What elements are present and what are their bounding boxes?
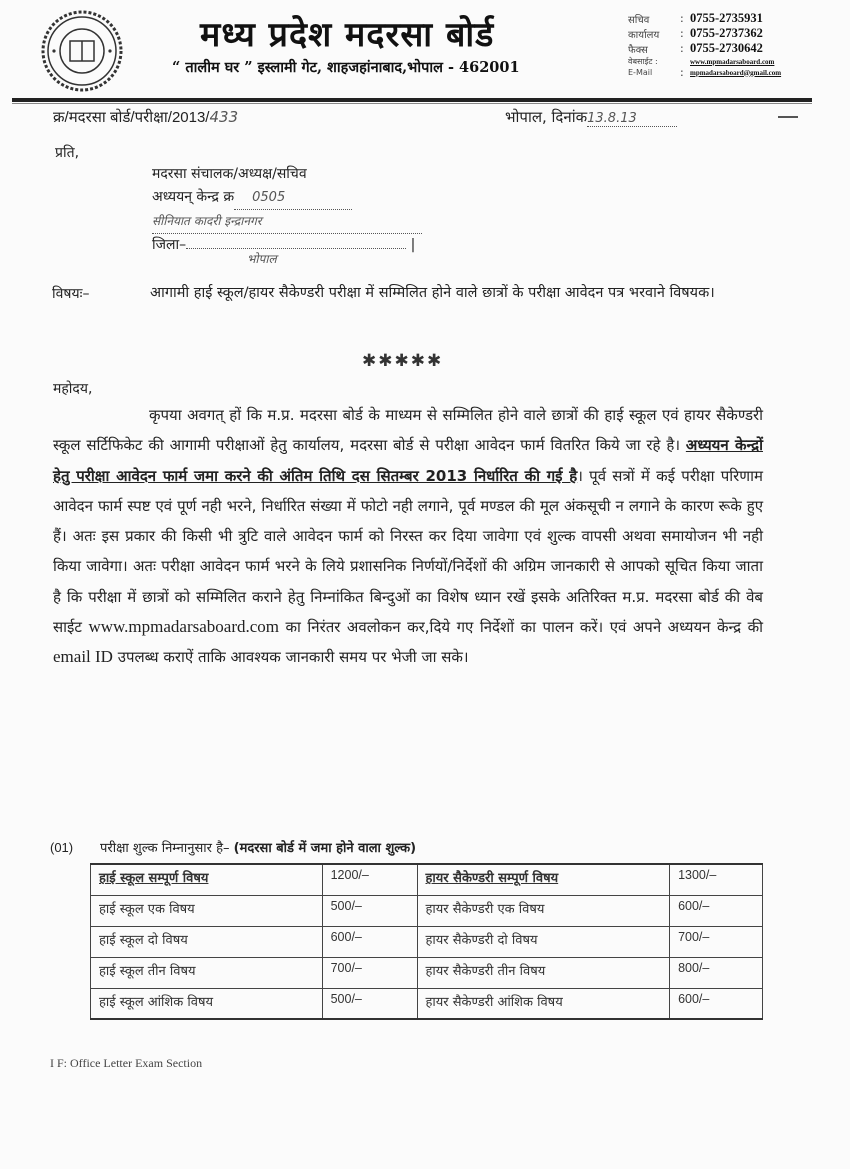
contact-row-email: E-Mail : mpmadarsaboard@gmail.com	[628, 66, 782, 79]
website-link[interactable]: www.mpmadarsaboard.com	[690, 57, 775, 66]
email-link[interactable]: mpmadarsaboard@gmail.com	[690, 68, 782, 77]
study-center-name: सीनियात कादरी इन्द्रानगर	[152, 210, 422, 234]
body-text-2: । पूर्व सत्रों में कई परीक्षा परिणाम आवेदन फार्म स्पष्ट एवं पूर्ण नही भरने, निर्धारित संख्या में फोटो नही लगाने, पूर्व मण्डल की मूल अंकसूची न लगाने के कारण रूके हुए हैं। अतः इस प्रकार की किसी भी त्रुटि वाले आवेदन फार्म को निरस्त कर दिया जावेगा एवं शुल्क वापसी अथवा समायोजन भी नही किया जावेगा। अतः परीक्षा आवेदन फार्म भरने के लिये प्रशासनिक निर्णयों/निर्देशों की अग्रिम जानकारी से आपको सूचित किया जाता है कि परीक्षा में छात्रों को सम्मिलित कराने हेतु निम्नांकित बिन्दुओं का विशेष ध्यान रखें इसके अतिरिक्त म.प्र. मदरसा बोर्ड की वेब साईट	[53, 466, 763, 637]
fee-table-row	[91, 895, 763, 926]
date-value: 13.8.13	[587, 111, 677, 127]
body-paragraph	[53, 400, 763, 673]
hs-fee-label: हाई स्कूल दो विषय	[91, 926, 323, 957]
contact-label: सचिव	[628, 14, 650, 26]
district-dotted-line	[186, 248, 406, 249]
board-address: “ तालीम घर ” इस्लामी गेट, शाहजहांनाबाद,भोपाल - 462001	[172, 59, 520, 76]
fee-heading-text: परीक्षा शुल्क निम्नानुसार है–	[100, 841, 230, 856]
fee-table	[90, 863, 763, 1020]
hss-fee-amount: 700/–	[670, 926, 763, 957]
hss-fee-label: हायर सैकेण्डरी एक विषय	[417, 895, 670, 926]
hs-fee-amount: 500/–	[322, 895, 417, 926]
hss-fee-label: हायर सैकेण्डरी सम्पूर्ण विषय	[417, 864, 670, 895]
deadline-notice: अध्ययन केन्द्रों हेतु परीक्षा आवेदन फार्म जमा करने की अंतिम तिथि दस सितम्बर 2013 निर्धारित की गई है	[53, 436, 763, 485]
reference-handwritten-number: 433	[209, 108, 239, 126]
fee-heading-note: (मदरसा बोर्ड में जमा होने वाला शुल्क)	[233, 841, 417, 856]
hs-fee-amount: 500/–	[322, 988, 417, 1019]
date-label: भोपाल, दिनांक	[505, 108, 588, 126]
hs-fee-label: हाई स्कूल तीन विषय	[91, 957, 323, 988]
district-end: |	[406, 237, 416, 253]
contact-fax: 0755-2730642	[690, 41, 763, 55]
study-center-name-line	[152, 210, 422, 234]
subject-label: विषयः–	[52, 286, 90, 302]
contact-row-fax: फैक्स : 0755-2730642	[628, 41, 763, 56]
reference-prefix: क्र/मदरसा बोर्ड/परीक्षा/2013/	[53, 109, 210, 126]
study-center-line	[152, 186, 422, 210]
board-seal-logo	[36, 10, 128, 92]
hss-fee-amount: 800/–	[670, 957, 763, 988]
header-rule	[12, 98, 812, 102]
hs-fee-label: हाई स्कूल एक विषय	[91, 895, 323, 926]
hss-fee-amount: 600/–	[670, 895, 763, 926]
hs-fee-label: हाई स्कूल सम्पूर्ण विषय	[91, 864, 323, 895]
hss-fee-label: हायर सैकेण्डरी दो विषय	[417, 926, 670, 957]
addressee-block	[152, 163, 422, 266]
body-website-link[interactable]: www.mpmadarsaboard.com	[88, 617, 280, 637]
body-text-3: का निरंतर अवलोकन कर,दिये गए निर्देशों का पालन करें। एवं अपने अध्ययन केन्द्र की	[279, 618, 763, 637]
hs-fee-amount: 1200/–	[322, 864, 417, 895]
separator-stars: ✱✱✱✱✱	[362, 351, 444, 371]
margin-mark	[778, 116, 798, 118]
letter-body	[53, 400, 763, 673]
hs-fee-amount: 600/–	[322, 926, 417, 957]
hss-fee-amount: 600/–	[670, 988, 763, 1019]
district-line	[152, 234, 422, 266]
letter-date	[505, 107, 677, 127]
fee-table-row	[91, 957, 763, 988]
hs-fee-label: हाई स्कूल आंशिक विषय	[91, 988, 323, 1019]
fee-section-heading	[50, 838, 416, 856]
fee-table-row	[91, 988, 763, 1019]
addressee-title: मदरसा संचालक/अध्यक्ष/सचिव	[152, 166, 307, 182]
board-title: मध्य प्रदेश मदरसा बोर्ड	[200, 15, 495, 55]
fee-table-row	[91, 864, 763, 895]
website-label: वेबसाईट :	[628, 57, 658, 66]
reference-number	[53, 107, 238, 127]
contact-label: फैक्स	[628, 44, 648, 56]
subject-text: आगामी हाई स्कूल/हायर सैकेण्डरी परीक्षा में सम्मिलित होने वाले छात्रों के परीक्षा आवेदन पत्र भरवाने विषयक।	[150, 285, 715, 301]
body-text-4: उपलब्ध कराऐं ताकि आवश्यक जानकारी समय पर भेजी जा सके।	[112, 648, 469, 667]
district-value: भोपाल	[247, 252, 277, 266]
study-center-number: 0505	[234, 186, 352, 210]
contact-row-secretary: सचिव : 0755-2735931	[628, 11, 763, 26]
file-reference-footer: I F: Office Letter Exam Section	[50, 1056, 203, 1070]
contact-label: कार्यालय	[628, 29, 660, 41]
hss-fee-amount: 1300/–	[670, 864, 763, 895]
salutation: महोदय,	[53, 381, 93, 397]
contact-phone: 0755-2737362	[690, 26, 763, 40]
fee-section-number: (01)	[50, 840, 74, 855]
contact-phone: 0755-2735931	[690, 11, 763, 25]
contact-block	[628, 11, 781, 78]
header-rule-thin	[12, 103, 812, 104]
email-label: E-Mail	[628, 68, 653, 77]
hs-fee-amount: 700/–	[322, 957, 417, 988]
hss-fee-label: हायर सैकेण्डरी तीन विषय	[417, 957, 670, 988]
to-label: प्रति,	[55, 145, 80, 161]
district-label: जिला–	[152, 237, 187, 253]
hss-fee-label: हायर सैकेण्डरी आंशिक विषय	[417, 988, 670, 1019]
fee-table-row	[91, 926, 763, 957]
study-center-label: अध्ययन् केन्द्र क्र	[152, 189, 235, 205]
contact-row-office: कार्यालय : 0755-2737362	[628, 26, 763, 41]
contact-row-website	[628, 56, 781, 67]
body-email-id: email ID	[53, 647, 113, 667]
body-text-1: कृपया अवगत् हों कि म.प्र. मदरसा बोर्ड के माध्यम से सम्मिलित होने वाले छात्रों की हाई स्कूल एवं हायर सैकेण्डरी स्कूल सर्टिफिकेट की आगामी परीक्षाओं हेतु कार्यालय, मदरसा बोर्ड से परीक्षा आवेदन फार्म वितरित किये जा रहे है।	[53, 406, 763, 455]
